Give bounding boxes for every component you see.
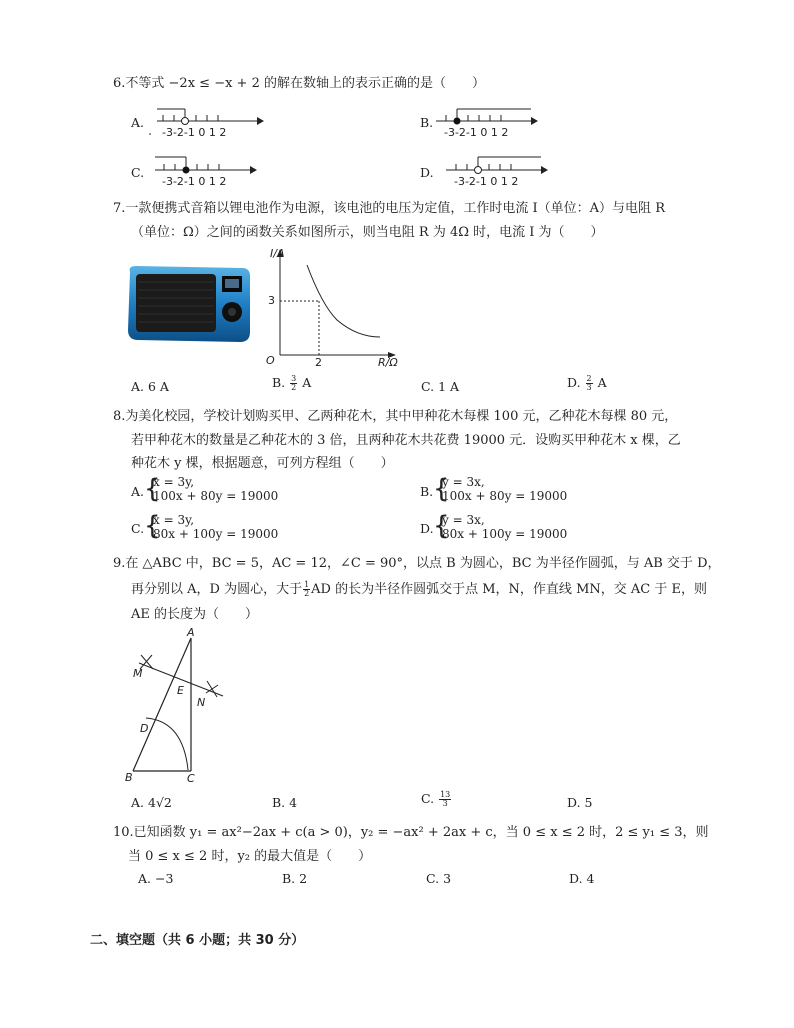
q9-option-d[interactable] — [567, 795, 593, 810]
equation-1: x = 3y, — [153, 475, 195, 489]
brace: { — [433, 511, 450, 541]
number-line-c — [150, 152, 265, 188]
option-label: B. — [420, 484, 434, 499]
x-axis-label: R/Ω — [378, 356, 398, 369]
q6-stem: 6.不等式 −2x ≤ −x + 2 的解在数轴上的表示正确的是（ ） — [113, 76, 485, 91]
option-label: B. — [420, 115, 434, 130]
option-label: D. — [420, 521, 434, 536]
number-line-ticks: -3-2-1 0 1 2 — [162, 175, 227, 188]
q9-option-a[interactable] — [131, 795, 172, 810]
option-value: 3 — [443, 871, 452, 886]
section-heading: 二、填空题（共 6 小题；共 30 分） — [90, 933, 305, 948]
equation-2: 100x + 80y = 19000 — [442, 489, 568, 503]
option-value: 2 — [299, 871, 308, 886]
x-tick: 2 — [315, 356, 322, 369]
q7-stem-line1: 7.一款便携式音箱以锂电池作为电源，该电池的电压为定值，工作时电流 I（单位：A）与电阻 R — [113, 201, 665, 216]
q7-option-c[interactable] — [421, 379, 459, 394]
y-tick: 3 — [268, 294, 275, 307]
equation-2: 100x + 80y = 19000 — [153, 489, 279, 503]
equation-2: 80x + 100y = 19000 — [442, 527, 568, 541]
number-line-ticks: -3-2-1 0 1 2 — [162, 126, 227, 139]
option-label: A. — [131, 795, 145, 810]
option-label: C. — [131, 165, 145, 180]
option-label: D. — [569, 871, 583, 886]
current-resistance-graph — [262, 245, 412, 370]
option-value: 1 A — [438, 379, 460, 394]
origin-label: O — [266, 354, 275, 367]
speaker-image — [124, 262, 254, 346]
q10-option-d[interactable] — [569, 871, 595, 886]
brace: { — [144, 474, 161, 504]
option-value: 6 A — [148, 379, 169, 394]
option-label: D. — [420, 165, 434, 180]
option-label: A. — [131, 115, 145, 130]
option-value: 4 — [586, 871, 595, 886]
option-label: A. — [131, 484, 145, 499]
q7-option-a[interactable] — [131, 379, 169, 394]
option-label: B. — [272, 795, 286, 810]
number-line-b — [436, 103, 546, 139]
option-label: C. — [421, 791, 435, 806]
option-label: A. — [131, 379, 145, 394]
q10-option-a[interactable] — [138, 871, 173, 886]
point-m-label: M — [133, 667, 143, 680]
fraction: $\frac{3}{2}$ — [291, 374, 297, 392]
option-value: 4 — [289, 795, 298, 810]
q10-line1: 10.已知函数 y₁ = ax²−2ax + c(a > 0)，y₂ = −ax² + 2ax + c，当 0 ≤ x ≤ 2 时，2 ≤ y₁ ≤ 3，则 — [113, 825, 709, 840]
triangle-figure — [125, 625, 230, 785]
option-unit: A — [597, 375, 607, 390]
fraction: $\frac{13}{3}$ — [440, 790, 451, 808]
brace: { — [433, 474, 450, 504]
brace: { — [144, 511, 161, 541]
q8-line3: 种花木 y 棵，根据题意，可列方程组（ ） — [131, 456, 394, 471]
option-label: B. — [272, 375, 286, 390]
point-c-label: C — [187, 772, 195, 785]
q9-line3: AE 的长度为（ ） — [131, 607, 259, 622]
point-n-label: N — [197, 696, 206, 709]
q10-line2: 当 0 ≤ x ≤ 2 时，y₂ 的最大值是（ ） — [128, 849, 372, 864]
option-label: D. — [567, 795, 581, 810]
option-label: C. — [426, 871, 440, 886]
q8-line2: 若甲种花木的数量是乙种花木的 3 倍，且两种花木共花费 19000 元．设购买甲种花木 x 棵，乙 — [131, 433, 681, 448]
q7-stem-line2: （单位：Ω）之间的函数关系如图所示，则当电阻 R 为 4Ω 时，电流 I 为（ ） — [131, 225, 604, 240]
number-line-ticks: -3-2-1 0 1 2 — [444, 126, 509, 139]
y-axis-label: I/A — [270, 247, 285, 260]
option-value: −3 — [155, 871, 174, 886]
q7-option-d[interactable] — [567, 375, 607, 392]
option-label: C. — [421, 379, 435, 394]
equation-2: 80x + 100y = 19000 — [153, 527, 279, 541]
q10-option-c[interactable] — [426, 871, 451, 886]
q9-option-b[interactable] — [272, 795, 297, 810]
fraction: $\frac{1}{2}$ — [304, 580, 310, 598]
point-d-label: D — [140, 722, 149, 735]
q7-option-b[interactable] — [272, 375, 311, 392]
option-label: D. — [567, 375, 581, 390]
option-value: 5 — [584, 795, 593, 810]
q10-option-b[interactable] — [282, 871, 307, 886]
fraction: $\frac{2}{3}$ — [586, 374, 592, 392]
point-b-label: B — [125, 771, 133, 784]
point-e-label: E — [177, 684, 184, 697]
equation-1: y = 3x, — [442, 475, 485, 489]
q9-line1: 9.在 △ABC 中，BC = 5，AC = 12，∠C = 90°，以点 B 为圆心，BC 为半径作圆弧，与 AB 交于 D， — [113, 556, 721, 571]
point-a-label: A — [187, 626, 195, 639]
number-line-a — [145, 103, 265, 139]
option-label: C. — [131, 521, 145, 536]
option-label: A. — [138, 871, 152, 886]
option-unit: A — [302, 375, 312, 390]
number-line-ticks: -3-2-1 0 1 2 — [454, 175, 519, 188]
option-value: 4√2 — [148, 795, 172, 810]
equation-1: y = 3x, — [442, 513, 485, 527]
q9-line2: 再分别以 A，D 为圆心，大于 $\frac{1}{2}$ AD 的长为半径作圆弧交于点 M，N，作直线 MN，交 AC 于 E，则 — [131, 580, 707, 598]
equation-1: x = 3y, — [153, 513, 195, 527]
option-label: B. — [282, 871, 296, 886]
q8-line1: 8.为美化校园，学校计划购买甲、乙两种花木，其中甲种花木每棵 100 元，乙种花木每棵 80 元， — [113, 409, 678, 424]
q9-option-c[interactable] — [421, 791, 452, 808]
number-line-d — [446, 152, 556, 188]
